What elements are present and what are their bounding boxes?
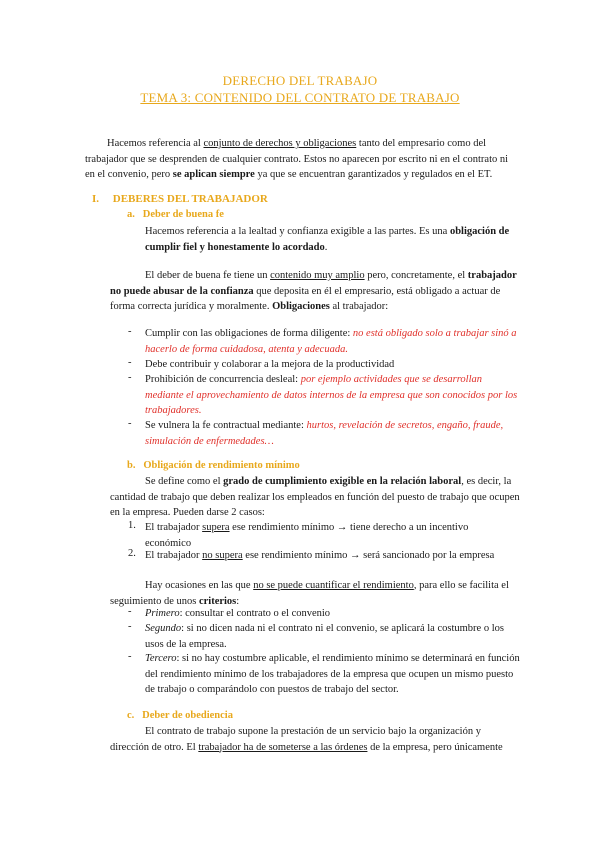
buena-fe-paragraph-2: El deber de buena fe tiene un contenido muy amplio pero, concretamente, el trabajador no puede abusar de la confianza que deposita en él el empresario, está obligado a actuar de forma correcta jurídica y moralmente. Obligaciones al trabajador: [110,270,517,312]
criterion-item: Segundo: si no dicen nada ni el contrato ni el convenio, se aplicará la costumbre o los usos de la empresa. [145,623,504,650]
obligation-item: Cumplir con las obligaciones de forma diligente: no está obligado solo a trabajar sinó a hacerlo de forma cuidadosa, atenta y adecuada. [145,328,517,355]
bullet-dash: - [128,357,132,368]
bullet-dash: - [128,326,132,337]
bullet-dash: - [128,418,132,429]
subheading-obediencia: c. Deber de obediencia [127,710,233,721]
bullet-dash: - [128,651,132,662]
bullet-dash: - [128,621,132,632]
subheading-rendimiento: b. Obligación de rendimiento mínimo [127,460,300,471]
case-number: 2. [128,548,136,559]
obligation-item: Debe contribuir y colaborar a la mejora de la productividad [145,359,395,370]
obediencia-paragraph: El contrato de trabajo supone la prestación de un servicio bajo la organización y dirección de otro. El trabajador ha de someterse a las órdenes de la empresa, pero únicamente [110,726,503,753]
criterion-item: Tercero: si no hay costumbre aplicable, el rendimiento mínimo se determinará en función del rendimiento mínimo de los trabajadores de la empresa que ocupen un mismo puesto de trabajo o comparándolo con puestos de trabajo del sector. [145,653,520,695]
rendimiento-paragraph-2: Hay ocasiones en las que no se puede cuantificar el rendimiento, para ello se facilita el seguimiento de unos criterios: [110,580,509,607]
bullet-dash: - [128,372,132,383]
case-number: 1. [128,520,136,531]
obligation-item: Prohibición de concurrencia desleal: por ejemplo actividades que se desarrollan mediante el aprovechamiento de datos internos de la empresa que son conocidos por los trabajadores. [145,374,518,416]
intro-paragraph: Hacemos referencia al conjunto de derechos y obligaciones tanto del empresario como del trabajador que se desprenden de cualquier contrato. Estos no aparecen por escrito ni en el contrato ni en el convenio, pero se aplican siempre ya que se encuentran garantizados y regulados en el ET. [85,138,509,180]
document-title: DERECHO DEL TRABAJO [222,73,378,88]
subheading-buena-fe: a. Deber de buena fe [127,209,224,220]
case-item: El trabajador no supera ese rendimiento mínimo → será sancionado por la empresa [145,550,495,561]
section-heading-deberes: I. DEBERES DEL TRABAJADOR [92,193,268,205]
criterion-item: Primero: consultar el contrato o el convenio [145,608,331,619]
obligation-item: Se vulnera la fe contractual mediante: hurtos, revelación de secretos, engaño, fraude, simulación de enfermedades… [145,420,504,447]
case-item: El trabajador supera ese rendimiento mínimo → tiene derecho a un incentivo económico [145,522,469,549]
rendimiento-paragraph-1: Se define como el grado de cumplimiento exigible en la relación laboral, es decir, la cantidad de trabajo que deben realizar los empleados en función del puesto de trabajo que ocupen en la empresa. Pueden darse 2 casos: [110,476,520,518]
bullet-dash: - [128,606,132,617]
buena-fe-paragraph-1: Hacemos referencia a la lealtad y confianza exigible a las partes. Es una obligación de cumplir fiel y honestamente lo acordado. [145,226,510,253]
document-subtitle: TEMA 3: CONTENIDO DEL CONTRATO DE TRABAJO [140,90,460,105]
